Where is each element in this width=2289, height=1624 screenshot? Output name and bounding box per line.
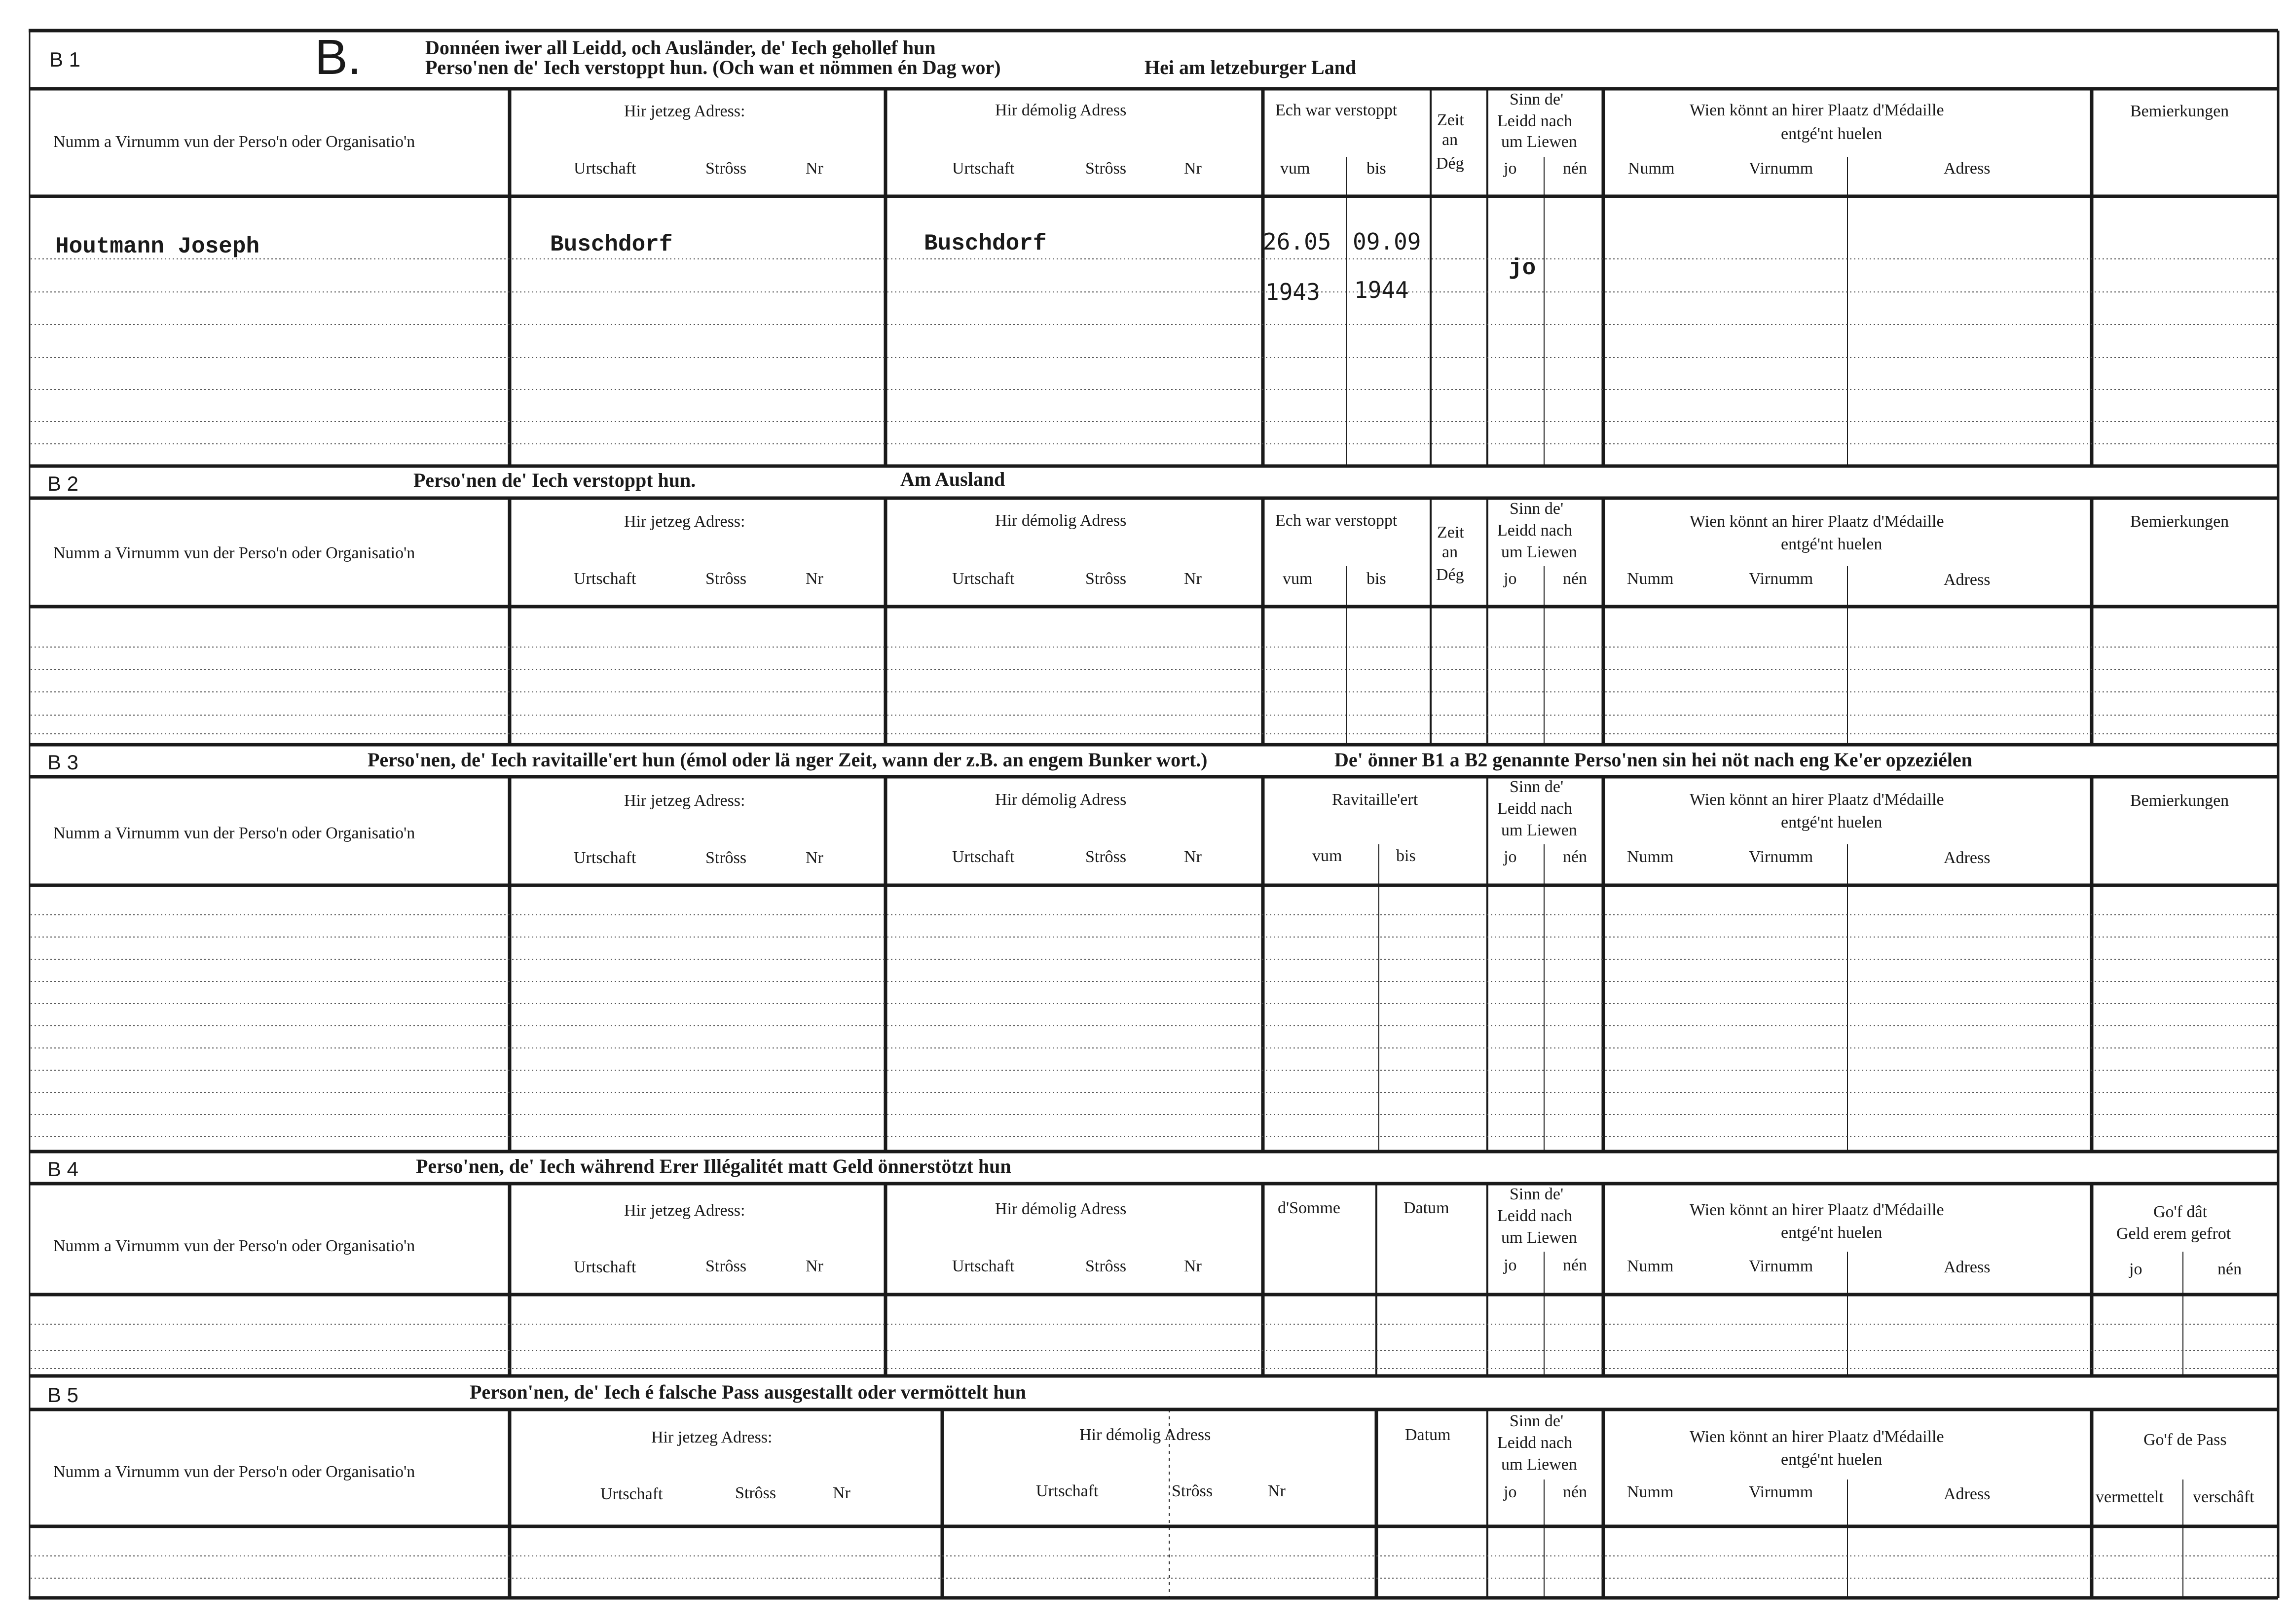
b3-former-urtschaft-header: Urtschaft	[952, 848, 1015, 866]
b2-title-b: Am Ausland	[900, 468, 1005, 490]
b5-code: B 5	[47, 1383, 79, 1407]
b2-medal-header-2: entgé'nt huelen	[1781, 535, 1883, 553]
b4-alive-no-header: nén	[1563, 1256, 1588, 1274]
b5-medal-name-header: Numm	[1627, 1483, 1674, 1501]
b3-alive-yes-header: jo	[1504, 848, 1517, 866]
b2-former-nr-header: Nr	[1184, 570, 1202, 588]
b3-current-nr-header: Nr	[806, 849, 823, 867]
b4-money-yes-header: jo	[2129, 1260, 2142, 1278]
b4-medal-name-header: Numm	[1627, 1257, 1674, 1275]
b4-name-header: Numm a Virnumm vun der Perso'n oder Organisatio'n	[53, 1237, 415, 1255]
b1-time-header-2: an	[1442, 131, 1458, 149]
b5-pass-mediated-header: vermettelt	[2096, 1488, 2164, 1506]
b1-entry-alive: jo	[1509, 255, 1536, 281]
b4-code: B 4	[47, 1157, 79, 1181]
b5-title: Person'nen, de' Iech é falsche Pass ausgestallt oder vermöttelt hun	[470, 1381, 1027, 1403]
b1-entry-from-day: 26.05	[1263, 228, 1331, 255]
b1-former-address-header: Hir démolig Adress	[995, 101, 1127, 119]
b4-alive-header-1: Sinn de'	[1510, 1185, 1564, 1203]
b2-former-address-header: Hir démolig Adress	[995, 511, 1127, 530]
b4-medal-firstname-header: Virnumm	[1749, 1257, 1813, 1275]
b2-medal-firstname-header: Virnumm	[1749, 570, 1813, 588]
b4-current-nr-header: Nr	[806, 1257, 823, 1275]
b2-current-nr-header: Nr	[806, 570, 823, 588]
b1-current-address-header: Hir jetzeg Adress:	[624, 102, 745, 120]
b5-alive-header-1: Sinn de'	[1510, 1412, 1564, 1430]
b5-former-urtschaft-header: Urtschaft	[1036, 1482, 1099, 1500]
b2-current-urtschaft-header: Urtschaft	[574, 570, 636, 588]
b5-alive-header-2: Leidd nach	[1497, 1434, 1572, 1452]
b5-medal-header-2: entgé'nt huelen	[1781, 1450, 1883, 1469]
b1-entry-from-year: 1943	[1265, 279, 1320, 305]
b2-hidden-to-header: bis	[1366, 570, 1386, 588]
b4-medal-address-header: Adress	[1944, 1258, 1991, 1276]
b4-money-header-2: Geld erem gefrot	[2116, 1225, 2231, 1243]
b3-current-stross-header: Strôss	[705, 849, 747, 867]
b1-former-stross-header: Strôss	[1085, 159, 1127, 178]
b4-former-address-header: Hir démolig Adress	[995, 1200, 1127, 1218]
b1-alive-header-1: Sinn de'	[1510, 90, 1564, 108]
b1-entry-to-year: 1944	[1354, 277, 1409, 303]
b1-entry-current-place: Buschdorf	[550, 232, 673, 257]
b3-current-address-header: Hir jetzeg Adress:	[624, 792, 745, 810]
b3-medal-firstname-header: Virnumm	[1749, 848, 1813, 866]
b5-medal-firstname-header: Virnumm	[1749, 1483, 1813, 1501]
b1-time-header-1: Zeit	[1437, 111, 1464, 129]
b5-name-header: Numm a Virnumm vun der Perso'n oder Organisatio'n	[53, 1463, 415, 1481]
b5-current-stross-header: Strôss	[735, 1484, 776, 1502]
b1-hidden-from-header: vum	[1280, 159, 1310, 178]
b4-medal-header-2: entgé'nt huelen	[1781, 1224, 1883, 1242]
b1-hidden-header: Ech war verstoppt	[1275, 101, 1398, 119]
b2-hidden-header: Ech war verstoppt	[1275, 511, 1398, 530]
b1-alive-yes-header: jo	[1504, 159, 1517, 178]
b5-former-nr-header: Nr	[1268, 1482, 1286, 1500]
b4-current-urtschaft-header: Urtschaft	[574, 1258, 636, 1276]
b2-code: B 2	[47, 472, 79, 495]
b3-supplied-to-header: bis	[1396, 847, 1416, 865]
b1-entry-name: Houtmann Joseph	[55, 234, 260, 259]
b3-alive-header-2: Leidd nach	[1497, 799, 1572, 818]
b4-alive-header-2: Leidd nach	[1497, 1207, 1572, 1225]
b3-former-stross-header: Strôss	[1085, 848, 1127, 866]
b1-medal-header-1: Wien könnt an hirer Plaatz d'Médaille	[1690, 101, 1944, 119]
b3-title: Perso'nen, de' Iech ravitaille'ert hun (émol oder lä nger Zeit, wann der z.B. an engem Bunker wort.)	[368, 749, 1208, 771]
b4-sum-header: d'Somme	[1278, 1199, 1341, 1217]
b5-current-urtschaft-header: Urtschaft	[600, 1485, 663, 1503]
b4-former-urtschaft-header: Urtschaft	[952, 1257, 1015, 1275]
b2-alive-no-header: nén	[1563, 570, 1588, 588]
b1-former-urtschaft-header: Urtschaft	[952, 159, 1015, 178]
b3-former-address-header: Hir démolig Adress	[995, 791, 1127, 809]
b1-name-header: Numm a Virnumm vun der Perso'n oder Organisatio'n	[53, 133, 415, 151]
b5-current-nr-header: Nr	[833, 1484, 850, 1502]
b2-alive-header-3: um Liewen	[1501, 543, 1577, 561]
form-title-line2b: Hei am letzeburger Land	[1144, 56, 1357, 78]
b4-current-stross-header: Strôss	[705, 1257, 747, 1275]
b2-former-urtschaft-header: Urtschaft	[952, 570, 1015, 588]
b4-alive-yes-header: jo	[1504, 1256, 1517, 1274]
b1-code: B 1	[49, 48, 81, 71]
b2-title: Perso'nen de' Iech verstoppt hun.	[413, 469, 696, 491]
b1-current-stross-header: Strôss	[705, 159, 747, 178]
b2-name-header: Numm a Virnumm vun der Perso'n oder Organisatio'n	[53, 544, 415, 562]
form-title-line2: Perso'nen de' Iech verstoppt hun. (Och wan et nömmen én Dag wor)	[425, 56, 1001, 78]
b5-alive-header-3: um Liewen	[1501, 1455, 1577, 1474]
b2-time-header-1: Zeit	[1437, 523, 1464, 541]
b2-time-header-2: an	[1442, 543, 1458, 561]
b4-medal-header-1: Wien könnt an hirer Plaatz d'Médaille	[1690, 1201, 1944, 1219]
b1-medal-address-header: Adress	[1944, 159, 1991, 178]
b1-current-urtschaft-header: Urtschaft	[574, 159, 636, 178]
b5-current-address-header: Hir jetzeg Adress:	[651, 1428, 773, 1446]
b2-remarks-header: Bemierkungen	[2130, 512, 2229, 531]
b2-former-stross-header: Strôss	[1085, 570, 1127, 588]
b3-supplied-header: Ravitaille'ert	[1332, 791, 1418, 809]
b5-alive-yes-header: jo	[1504, 1483, 1517, 1501]
b5-date-header: Datum	[1405, 1426, 1451, 1444]
b1-alive-header-3: um Liewen	[1501, 133, 1577, 151]
b2-alive-header-1: Sinn de'	[1510, 500, 1564, 518]
b1-medal-firstname-header: Virnumm	[1749, 159, 1813, 178]
b5-medal-address-header: Adress	[1944, 1485, 1991, 1503]
b1-current-nr-header: Nr	[806, 159, 823, 178]
b2-current-stross-header: Strôss	[705, 570, 747, 588]
b2-medal-header-1: Wien könnt an hirer Plaatz d'Médaille	[1690, 512, 1944, 531]
b4-date-header: Datum	[1403, 1199, 1449, 1217]
b1-medal-name-header: Numm	[1628, 159, 1675, 178]
b4-alive-header-3: um Liewen	[1501, 1228, 1577, 1247]
b4-current-address-header: Hir jetzeg Adress:	[624, 1201, 745, 1220]
b3-name-header: Numm a Virnumm vun der Perso'n oder Organisatio'n	[53, 824, 415, 842]
b4-money-no-header: nén	[2217, 1260, 2242, 1278]
b5-pass-header: Go'f de Pass	[2143, 1431, 2227, 1449]
b3-alive-no-header: nén	[1563, 848, 1588, 866]
b2-alive-yes-header: jo	[1504, 570, 1517, 588]
b5-former-address-header: Hir démolig Adress	[1079, 1426, 1211, 1444]
b1-hidden-to-header: bis	[1366, 159, 1386, 178]
b5-medal-header-1: Wien könnt an hirer Plaatz d'Médaille	[1690, 1428, 1944, 1446]
b2-medal-address-header: Adress	[1944, 571, 1991, 589]
b3-alive-header-1: Sinn de'	[1510, 778, 1564, 796]
b3-medal-name-header: Numm	[1627, 848, 1674, 866]
b5-former-stross-header: Strôss	[1172, 1482, 1213, 1500]
b2-time-header-3: Dég	[1436, 566, 1464, 584]
b3-medal-header-1: Wien könnt an hirer Plaatz d'Médaille	[1690, 791, 1944, 809]
b5-alive-no-header: nén	[1563, 1483, 1588, 1501]
form-letter: B.	[315, 30, 362, 85]
b4-money-header-1: Go'f dât	[2153, 1203, 2208, 1221]
b4-former-nr-header: Nr	[1184, 1257, 1202, 1275]
b3-alive-header-3: um Liewen	[1501, 821, 1577, 839]
b1-alive-no-header: nén	[1563, 159, 1588, 178]
b3-former-nr-header: Nr	[1184, 848, 1202, 866]
b3-supplied-from-header: vum	[1312, 847, 1342, 865]
b3-code: B 3	[47, 751, 79, 774]
b1-medal-header-2: entgé'nt huelen	[1781, 125, 1883, 143]
b3-medal-header-2: entgé'nt huelen	[1781, 813, 1883, 831]
b1-entry-to-day: 09.09	[1353, 228, 1421, 255]
b1-time-header-3: Dég	[1436, 154, 1464, 173]
b1-alive-header-2: Leidd nach	[1497, 112, 1572, 130]
b2-medal-name-header: Numm	[1627, 570, 1674, 588]
b2-alive-header-2: Leidd nach	[1497, 521, 1572, 540]
b3-medal-address-header: Adress	[1944, 849, 1991, 867]
form-title-line1: Donnéen iwer all Leidd, och Ausländer, de' Iech gehollef hun	[425, 36, 936, 59]
b3-current-urtschaft-header: Urtschaft	[574, 849, 636, 867]
b3-remarks-header: Bemierkungen	[2130, 792, 2229, 810]
b3-title-b: De' önner B1 a B2 genannte Perso'nen sin hei nöt nach eng Ke'er opzeziélen	[1334, 749, 1972, 771]
b4-title: Perso'nen, de' Iech während Erer Illégalitét matt Geld önnerstötzt hun	[416, 1155, 1011, 1177]
b2-hidden-from-header: vum	[1283, 570, 1313, 588]
b1-remarks-header: Bemierkungen	[2130, 102, 2229, 120]
b5-pass-procured-header: verschâft	[2193, 1488, 2254, 1506]
b4-former-stross-header: Strôss	[1085, 1257, 1127, 1275]
b2-current-address-header: Hir jetzeg Adress:	[624, 512, 745, 531]
b1-former-nr-header: Nr	[1184, 159, 1202, 178]
b1-entry-former-place: Buschdorf	[924, 231, 1047, 256]
